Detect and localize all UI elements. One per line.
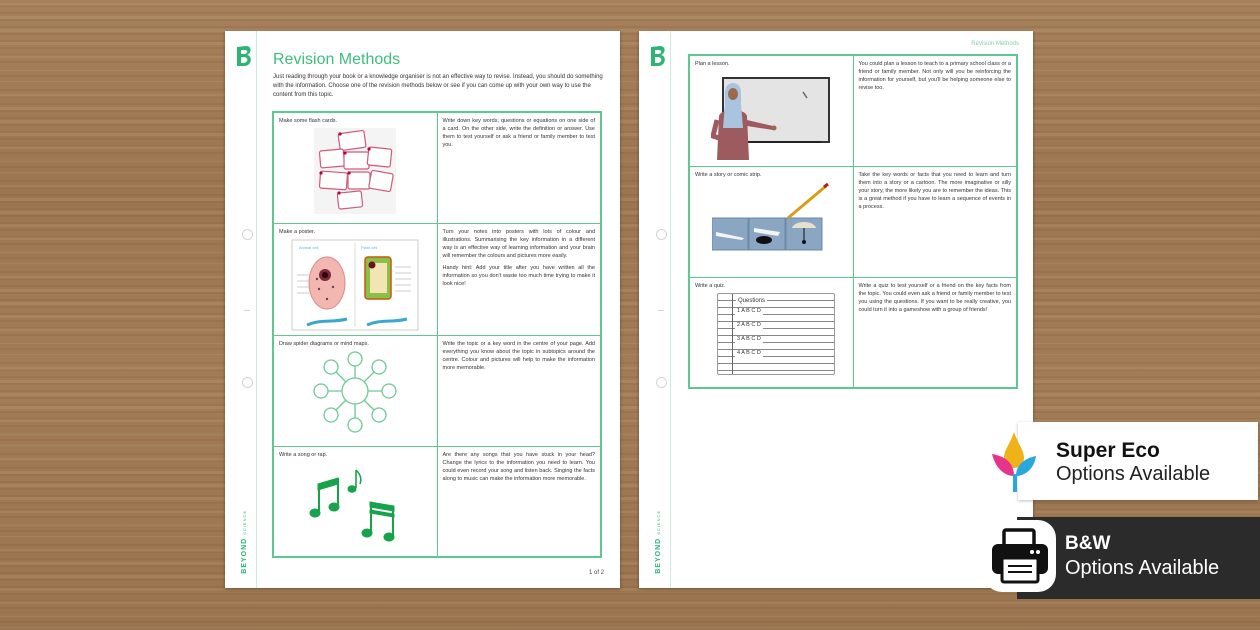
description-cell: Are there any songs that you have stuck in your head? Change the lyrics to the information you need to learn. You could even record your song and listen back. Singing the facts along to music can make the information more memorable.	[437, 446, 601, 557]
spider-diagram-illustration	[313, 351, 397, 433]
method-cell: Make some flash cards.	[273, 112, 437, 223]
beyond-logo-icon	[233, 44, 255, 68]
quiz-item: 2 A B C D	[737, 321, 761, 328]
table-row	[689, 166, 1017, 277]
cell-poster-illustration	[291, 239, 419, 331]
revision-methods-table	[688, 54, 1018, 389]
intro-paragraph: Just reading through your book or a knowledge organiser is not an effective way to revise. Instead, you should do something with the information. Choose one of the revision methods below or see if you can come up with your own way to use the content from this topic.	[273, 74, 603, 98]
comic-strip-illustration	[712, 182, 830, 252]
printer-icon	[990, 528, 1050, 586]
quiz-item: 1 A B C D	[737, 307, 761, 314]
quiz-heading: Questions	[738, 297, 766, 304]
punch-hole	[242, 377, 253, 388]
worksheet-page-2	[639, 31, 1033, 588]
brand-vertical: BEYONDSCIENCE	[655, 510, 662, 574]
table-row	[273, 446, 601, 557]
super-eco-badge: Super Eco Options Available	[1018, 422, 1258, 500]
margin-line	[256, 31, 257, 588]
bw-options-badge: B&W Options Available	[1017, 517, 1260, 599]
description-cell: Take the key words or facts that you need to learn and turn them into a story or a cartoon. The more imaginative or silly your story, the more likely you are to remember the ideas. This is a great method if you have to learn a sequence of events in a process.	[853, 166, 1017, 277]
handy-hint: Handy hint: Add your title after you have written all the information so you don't waste too much time trying to make it look nice!	[442, 264, 595, 287]
table-row	[273, 112, 601, 223]
margin-line	[670, 31, 671, 588]
running-header: Revision Methods	[971, 41, 1019, 47]
description-cell: Turn your notes into posters with lots of colour and illustrations. Summarising the key information in a different way is an effective way of learning information and your brain will remember the colours and pictures more easily. Handy hint: Add your title after you have written all the information so you don't waste too much time trying to make it look nice!	[437, 223, 601, 335]
quiz-item: 4 A B C D	[737, 349, 761, 356]
page-title: Revision Methods	[273, 51, 401, 68]
table-row	[689, 277, 1017, 388]
quiz-item: 3 A B C D	[737, 335, 761, 342]
beyond-logo-icon	[647, 44, 669, 68]
punch-hole	[656, 229, 667, 240]
description-cell: Write the topic or a key word in the centre of your page. Add everything you know about the topic in subtopics around the centre. Colour and pictures will help to make the information more memorable.	[437, 335, 601, 446]
revision-methods-table	[272, 111, 602, 558]
eco-ink-drop-icon	[990, 430, 1052, 496]
punch-hole	[242, 229, 253, 240]
description-cell: You could plan a lesson to teach to a primary school class or a friend or family member. Not only will you be reinforcing the information for yourself, but you'll be helping someone else to revise too.	[853, 55, 1017, 166]
quiz-sheet-illustration	[717, 293, 835, 375]
svg-text:Animal cell: Animal cell	[299, 244, 319, 250]
brand-vertical: BEYONDSCIENCE	[241, 510, 248, 574]
table-row	[273, 223, 601, 335]
svg-text:Plant cell: Plant cell	[361, 244, 378, 250]
method-cell: Write a quiz. Questions 1 A B C D 2 A B C D 3 A B C D 4 A B C D	[689, 277, 853, 388]
page-number: 1 of 2	[588, 570, 604, 576]
table-row	[273, 335, 601, 446]
teacher-whiteboard-illustration	[711, 76, 831, 160]
method-cell: Make a poster. Animal cell Plant cell	[273, 223, 437, 335]
description-cell: Write down key words, questions or equations on one side of a card. On the other side, write the definition or answer. Use them to test yourself or ask a friend or family member to test you.	[437, 112, 601, 223]
punch-hole	[656, 377, 667, 388]
description-cell: Write a quiz to test yourself or a friend on the key facts from the topic. You could even ask a friend or family member to test you using the questions. If you want to be really creative, you could turn it into a gameshow with a group of friends!	[853, 277, 1017, 388]
fold-mark	[244, 310, 250, 311]
fold-mark	[658, 310, 664, 311]
method-cell: Plan a lesson.	[689, 55, 853, 166]
table-row	[689, 55, 1017, 166]
flash-cards-illustration	[314, 128, 396, 214]
music-notes-illustration	[300, 462, 410, 542]
method-cell: Write a story or comic strip.	[689, 166, 853, 277]
worksheet-page-1	[225, 31, 620, 588]
method-cell: Write a song or rap.	[273, 446, 437, 557]
method-cell: Draw spider diagrams or mind maps.	[273, 335, 437, 446]
